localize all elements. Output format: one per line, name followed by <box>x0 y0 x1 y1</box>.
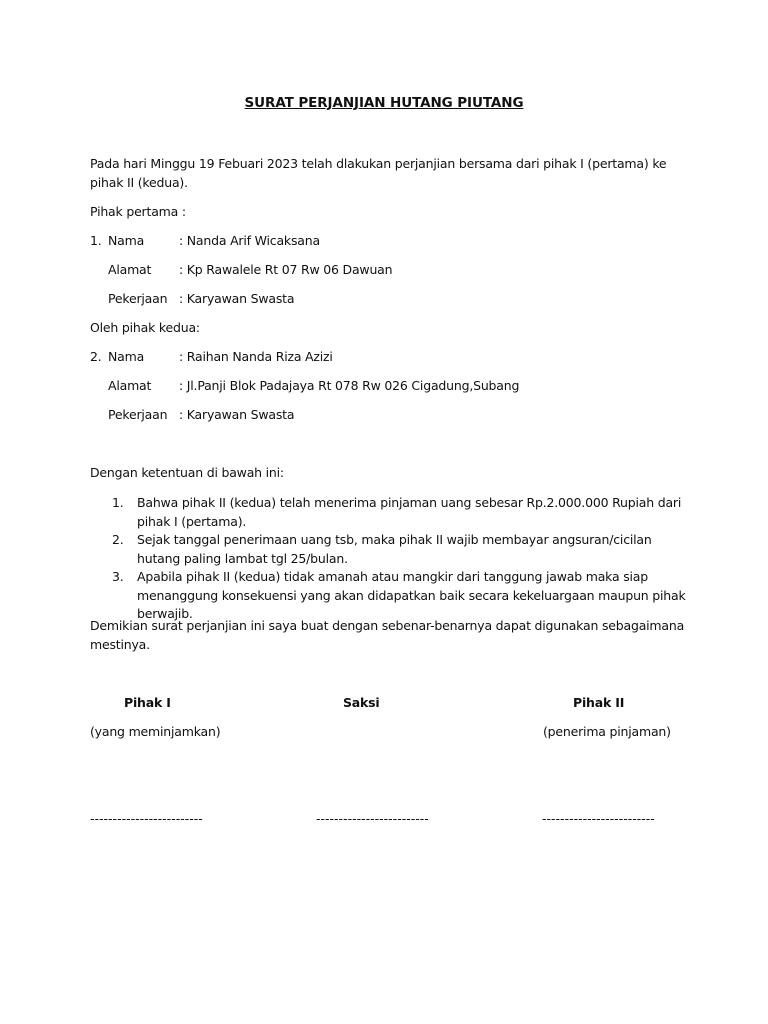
signature-title-center: Saksi <box>343 695 380 710</box>
intro-paragraph: Pada hari Minggu 19 Febuari 2023 telah dlakukan perjanjian bersama dari pihak I (pertama) ke pihak II (kedua). <box>90 156 667 190</box>
term-number: 1. <box>112 495 124 510</box>
terms-heading: Dengan ketentuan di bawah ini: <box>90 465 284 480</box>
closing-paragraph: Demikian surat perjanjian ini saya buat dengan sebenar-benarnya dapat digunakan sebagaimana mestinya. <box>90 618 685 652</box>
second-party-heading: Oleh pihak kedua: <box>90 320 200 335</box>
signature-line-right: ------------------------- <box>542 811 655 826</box>
signature-line-center: ------------------------- <box>316 811 429 826</box>
second-party-number: 2. <box>90 349 102 364</box>
terms-list <box>90 494 690 624</box>
first-party-name-value: : Nanda Arif Wicaksana <box>179 233 320 248</box>
first-party-name-label: Nama <box>108 233 145 248</box>
list-item <box>90 494 690 531</box>
signature-role-right: (penerima pinjaman) <box>543 724 671 739</box>
term-number: 3. <box>112 569 124 584</box>
term-text: Apabila pihak II (kedua) tidak amanah atau mangkir dari tanggung jawab maka siap menanggung konsekuensi yang akan didapatkan baik secara kekeluargaan maupun pihak berwajib. <box>137 569 686 621</box>
first-party-address-value: : Kp Rawalele Rt 07 Rw 06 Dawuan <box>179 262 393 277</box>
second-party-job-label: Pekerjaan <box>108 407 168 422</box>
second-party-name-value: : Raihan Nanda Riza Azizi <box>179 349 333 364</box>
term-text: Sejak tanggal penerimaan uang tsb, maka pihak II wajib membayar angsuran/cicilan hutang paling lambat tgl 25/bulan. <box>137 532 652 566</box>
first-party-job-value: : Karyawan Swasta <box>179 291 295 306</box>
list-item <box>90 531 690 568</box>
second-party-address-value: : Jl.Panji Blok Padajaya Rt 078 Rw 026 Cigadung,Subang <box>179 378 520 393</box>
term-text: Bahwa pihak II (kedua) telah menerima pinjaman uang sebesar Rp.2.000.000 Rupiah dari pihak I (pertama). <box>137 495 682 529</box>
document-title: SURAT PERJANJIAN HUTANG PIUTANG <box>244 95 524 111</box>
signature-title-left: Pihak I <box>124 695 171 710</box>
second-party-address-label: Alamat <box>108 378 152 393</box>
signature-line-left: ------------------------- <box>90 811 203 826</box>
signature-title-right: Pihak II <box>573 695 625 710</box>
second-party-name-label: Nama <box>108 349 145 364</box>
first-party-address-label: Alamat <box>108 262 152 277</box>
first-party-number: 1. <box>90 233 102 248</box>
list-item <box>90 568 690 624</box>
first-party-heading: Pihak pertama : <box>90 204 186 219</box>
first-party-job-label: Pekerjaan <box>108 291 168 306</box>
term-number: 2. <box>112 532 124 547</box>
second-party-job-value: : Karyawan Swasta <box>179 407 295 422</box>
signature-role-left: (yang meminjamkan) <box>90 724 221 739</box>
